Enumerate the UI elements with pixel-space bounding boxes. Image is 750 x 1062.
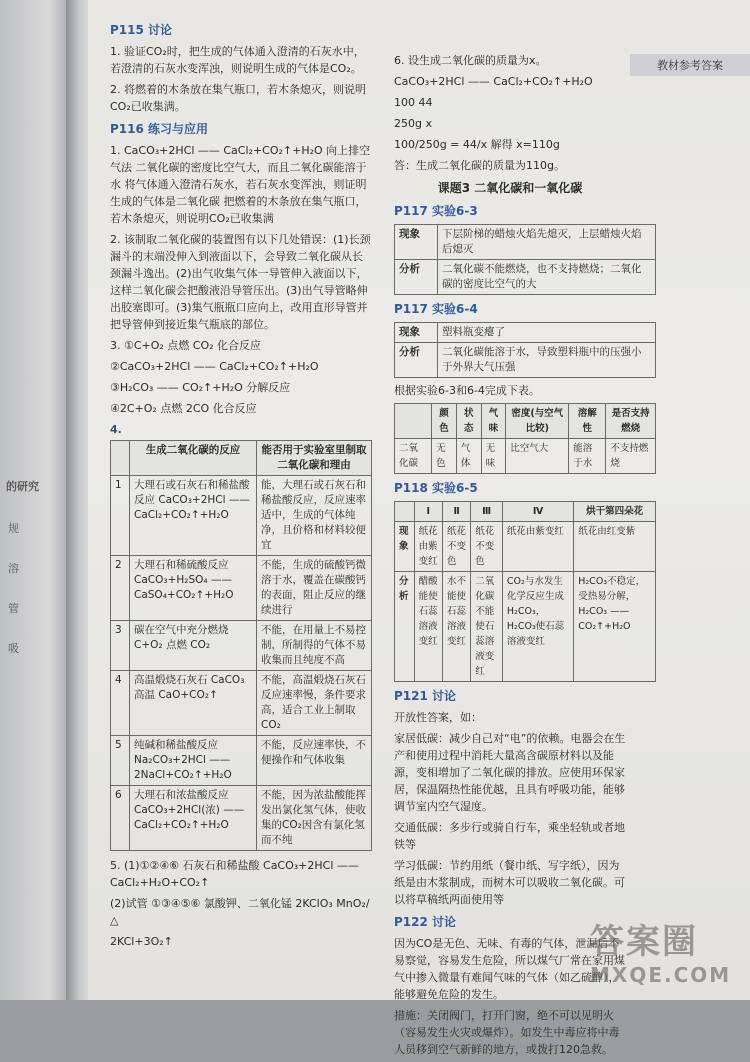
table-header-cell: 气味 [481,404,506,439]
table-cell: H₂CO₃不稳定，受热易分解，H₂CO₃ —— CO₂↑+H₂O [574,572,656,682]
lesson-title: 课题3 二氧化碳和一氧化碳 [437,181,583,195]
table-cell: 大理石或石灰石和稀盐酸反应 CaCO₃+2HCl —— CaCl₂+CO₂↑+H₂O [130,476,257,556]
table-header-cell: 状态 [456,404,481,439]
table-cell: 分析 [395,260,438,295]
co2-properties-table [394,403,656,474]
table-cell: CO₂与水发生化学反应生成H₂CO₃，H₂CO₃使石蕊溶液变红 [502,572,573,682]
table-row [111,556,372,621]
table-cell: 纯碱和稀盐酸反应 Na₂CO₃+2HCl —— 2NaCl+CO₂↑+H₂O [130,736,257,786]
table-cell: 能，大理石或石灰石和稀盐酸反应，反应速率适中，生成的气体纯净，且价格和材料较便宜 [257,476,372,556]
table-cell: 分析 [395,343,438,378]
p121-line: 家居低碳：减少自己对“电”的依赖。电器会在生产和使用过程中消耗大量高含碳原材料以及能源，变相增加了二氧化碳的排放。应使用环保家居，保温隔热性能优越，且具有呼吸功能，能够调节室内空气湿度。 [394,732,626,813]
q5-line: 5. (1)①②④⑥ 石灰石和稀盐酸 CaCO₃+2HCl —— CaCl₂+H₂O+CO₂↑ [110,859,359,889]
q5-block [110,857,372,950]
table-cell: 二氧化碳能溶于水，导致塑料瓶中的压强小于外界大气压强 [438,343,656,378]
table-header-cell: 烘干第四朵花 [574,502,656,522]
table-cell: 二氧化碳 [395,439,432,474]
left-column [110,16,372,954]
table-cell: 纸花不变色 [471,522,503,572]
section-title-p117a: P117 实验6-3 [394,204,478,218]
table-header-cell: Ⅳ [502,502,573,522]
previous-page-edge [0,0,70,1000]
table-cell: 不能，在用量上不易控制，所制得的气体不易收集而且纯度不高 [257,621,372,671]
table-cell: 水不能使石蕊溶液变红 [442,572,470,682]
left-page-fragment: 溶 [8,562,19,575]
table-header-cell: 生成二氧化碳的反应 [130,441,257,476]
q5-line: (2)试管 ①③④⑤⑥ 氯酸钾、二氧化锰 2KClO₃ MnO₂/△ [110,897,370,927]
table-cell: 比空气大 [506,439,569,474]
q4-block [110,421,372,851]
table-cell: 3 [111,621,130,671]
experiment-6-5-table [394,501,656,682]
section-title-p122: P122 讨论 [394,915,457,929]
table-row [395,260,656,295]
table-cell: 不能，因为浓盐酸能挥发出氯化氢气体，使收集的CO₂因含有氯化氢而不纯 [257,786,372,851]
table-row [395,572,656,682]
table-cell: 现象 [395,225,438,260]
p116-item-3c: ③H₂CO₃ —— CO₂↑+H₂O 分解反应 [110,381,291,394]
table-row [111,476,372,556]
table-cell: 6 [111,786,130,851]
table-cell: 气体 [456,439,481,474]
table-cell: 二氧化碳不能燃烧，也不支持燃烧；二氧化碳的密度比空气的大 [438,260,656,295]
section-title-p118: P118 实验6-5 [394,481,478,495]
table-cell: 不支持燃烧 [606,439,656,474]
table-cell: 碳在空气中充分燃烧 C+O₂ 点燃 CO₂ [130,621,257,671]
table-row [111,671,372,736]
table-header-row [111,441,372,476]
table-cell: 醋酸能使石蕊溶液变红 [414,572,442,682]
left-page-fragment: 的研究 [6,480,39,493]
table-cell: 纸花由紫变红 [414,522,442,572]
table-cell: 大理石和浓盐酸反应 CaCO₃+2HCl(浓) —— CaCl₂+CO₂↑+H₂O [130,786,257,851]
table-row [395,343,656,378]
p116-item-1: 1. CaCO₃+2HCl —— CaCl₂+CO₂↑+H₂O 向上排空气法 二氧化碳的密度比空气大，而且二氧化碳能溶于水 将气体通入澄清石灰水，若石灰水变浑浊，则证明生成的气体是二氧化碳 把燃着的木条放在集气瓶口，若木条熄灭，则说明CO₂已收集满 [110,144,371,225]
site-watermark [590,914,740,994]
table-header-cell [395,404,432,439]
table-header-cell: Ⅱ [442,502,470,522]
q6-line: CaCO₃+2HCl —— CaCl₂+CO₂↑+H₂O [394,75,593,88]
q6-line: 6. 设生成二氧化碳的质量为x。 [394,54,547,67]
q6-line: 100/250g = 44/x 解得 x=110g [394,138,560,151]
table-cell: 高温煅烧石灰石 CaCO₃ 高温 CaO+CO₂↑ [130,671,257,736]
p121-line: 开放性答案，如： [394,711,482,724]
table-header-row [395,404,656,439]
table-cell: 2 [111,556,130,621]
p116-item-3b: ②CaCO₃+2HCl —— CaCl₂+CO₂↑+H₂O [110,360,319,373]
watermark-logo-text: 答案圈 [590,922,698,962]
table-row [395,522,656,572]
table-header-cell: 颜色 [432,404,457,439]
p115-item-2: 2. 将燃着的木条放在集气瓶口，若木条熄灭，则说明CO₂已收集满。 [110,83,366,113]
table-cell: 无味 [481,439,506,474]
table-cell: 能溶于水 [569,439,606,474]
table-header-cell: Ⅲ [471,502,503,522]
left-page-fragment: 管 [8,602,19,615]
p121-line: 学习低碳：节约用纸（餐巾纸、写字纸），因为纸是由木浆制成，而树木可以吸收二氧化碳。可以将草稿纸两面使用等 [394,859,625,906]
section-title-p115: P115 讨论 [110,23,173,37]
q6-line: 100 44 [394,96,433,109]
table-header-cell: 密度(与空气比较) [506,404,569,439]
table-cell: 5 [111,736,130,786]
table-row [111,786,372,851]
table-row [395,439,656,474]
table-header-cell [111,441,130,476]
table-cell: 塑料瓶变瘪了 [438,323,656,343]
p116-item-2: 2. 该制取二氧化碳的装置图有以下几处错误：(1)长颈漏斗的末端没伸入到液面以下，会导致二氧化碳从长颈漏斗逸出。(2)出气收集气体一导管伸入液面以下，这样二氧化碳会把酸液沿导管压出。(3)出气导管略伸出胶塞即可。(3)集气瓶瓶口应向上，改用直形导管并把导管伸到接近集气瓶底的部位。 [110,233,371,331]
table-cell: 现象 [395,522,415,572]
table-header-cell: Ⅰ [414,502,442,522]
experiment-6-3-table [394,224,656,295]
left-page-fragment: 规 [8,522,19,535]
header-tab: 教材参考答案 [630,54,750,76]
p122-line: 因为CO是无色、无味、有毒的气体，泄漏后不易察觉，容易发生危险，所以煤气厂常在家用煤气中掺入微量有难闻气味的气体（如乙硫醇），能够避免危险的发生。 [394,937,625,1001]
table-header-cell: 溶解性 [569,404,606,439]
table-cell: 无色 [432,439,457,474]
table-cell: 下层阶梯的蜡烛火焰先熄灭，上层蜡烛火焰后熄灭 [438,225,656,260]
table-cell: 现象 [395,323,438,343]
watermark-url: MXQE.COM [590,963,732,987]
table-row [395,323,656,343]
table-cell: 1 [111,476,130,556]
q4-number: 4. [110,423,122,436]
answer-page [88,0,750,1056]
section-title-p117b: P117 实验6-4 [394,302,478,316]
table-header-row [395,502,656,522]
table-row [111,621,372,671]
left-page-fragment: 吸 [8,642,19,655]
section-title-p116: P116 练习与应用 [110,122,209,136]
table-header-cell [395,502,415,522]
section-title-p121: P121 讨论 [394,689,457,703]
table-cell: 不能，反应速率快，不便操作和气体收集 [257,736,372,786]
p115-item-1: 1. 验证CO₂时，把生成的气体通入澄清的石灰水中，若澄清的石灰水变浑浊，则说明生成的气体是CO₂。 [110,45,365,75]
p121-line: 交通低碳：多步行或骑自行车，乘坐轻轨或者地铁等 [394,821,625,851]
table-header-cell: 能否用于实验室里制取二氧化碳和理由 [257,441,372,476]
table-cell: 二氧化碳不能使石蕊溶液变红 [471,572,503,682]
p116-item-3d: ④2C+O₂ 点燃 2CO 化合反应 [110,402,257,415]
table-row [111,736,372,786]
table-cell: 纸花由红变紫 [574,522,656,572]
table-cell: 4 [111,671,130,736]
p122-line: 措施：关闭阀门，打开门窗，绝不可以见明火（容易发生火灾或爆炸）。如发生中毒应将中毒人员移到空气新鲜的地方，或拨打120急救。 [394,1009,620,1056]
table-cell: 大理石和稀硫酸反应 CaCO₃+H₂SO₄ —— CaSO₄+CO₂↑+H₂O [130,556,257,621]
summary-intro: 根据实验6-3和6-4完成下表。 [394,384,540,397]
table-cell: 不能，高温煅烧石灰石反应速率慢，条件要求高，适合工业上制取CO₂ [257,671,372,736]
table-cell: 纸花不变色 [442,522,470,572]
q5-line: 2KCl+3O₂↑ [110,935,173,948]
table-row [395,225,656,260]
p116-item-3: 3. ①C+O₂ 点燃 CO₂ 化合反应 [110,339,262,352]
q4-table [110,440,372,851]
table-cell: 纸花由紫变红 [502,522,573,572]
table-cell: 分析 [395,572,415,682]
q6-line: 答：生成二氧化碳的质量为110g。 [394,159,565,172]
table-cell: 不能，生成的硫酸钙微溶于水，覆盖在碳酸钙的表面，阻止反应的继续进行 [257,556,372,621]
table-header-cell: 是否支持燃烧 [606,404,656,439]
q6-line: 250g x [394,117,432,130]
experiment-6-4-table [394,322,656,378]
